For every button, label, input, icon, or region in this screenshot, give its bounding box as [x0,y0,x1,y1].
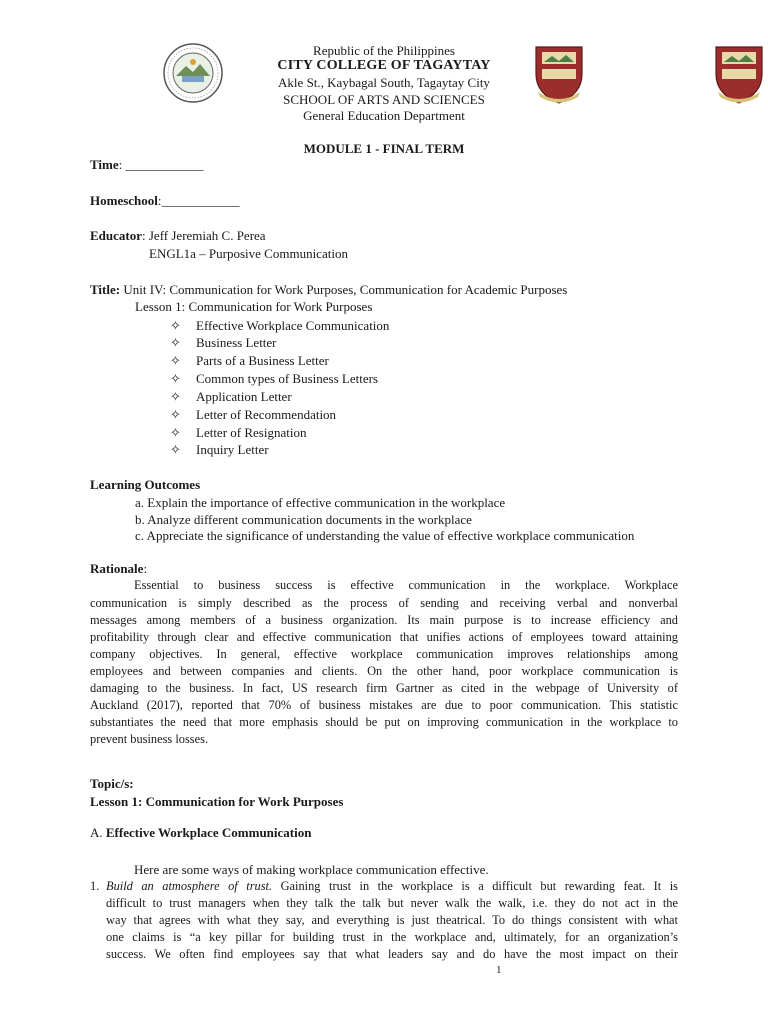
section-heading: A. Effective Workplace Communication [90,825,312,840]
learning-outcomes-heading: Learning Outcomes [90,477,201,492]
department-name: General Education Department [303,108,465,123]
homeschool-label: Homeschool [90,193,158,208]
rationale-line: messages among members of a business organization. Its main purpose is to increase efficiency and [90,613,678,627]
rationale-line: prevent business losses. [90,732,209,746]
list-item: ✧ Business Letter [170,335,277,350]
bullet-icon: ✧ [170,353,181,368]
bullet-icon: ✧ [170,425,181,440]
homeschool-field [90,192,240,209]
item-first-line: Build an atmosphere of trust. Gaining trust in the workplace is a difficult but rewarding feat. It is [106,879,678,893]
time-field [90,156,204,173]
rationale-line: employees and between companies and clients. On the other hand, poor workplace communication is [90,664,678,678]
topics-lesson: Lesson 1: Communication for Work Purposes [90,794,344,809]
rationale-line: communication is simply described as the process of sending and receiving verbal and nonverbal [90,596,678,610]
lesson-line: Lesson 1: Communication for Work Purposes [135,299,373,314]
item-number: 1. [90,879,100,893]
title-value: Unit IV: Communication for Work Purposes, Communication for Academic Purposes [120,282,568,297]
rationale-line: Auckland (2017), reported that 70% of business mistakes are due to poor communication. This statistic [90,698,678,712]
time-value: : ____________ [118,157,204,172]
college-address: Akle St., Kaybagal South, Tagaytay City [278,75,490,90]
section-intro: Here are some ways of making workplace communication effective. [134,862,489,877]
topics-heading: Topic/s: [90,776,134,791]
bullet-icon: ✧ [170,318,181,333]
outcome-item: b. Analyze different communication documents in the workplace [135,512,472,527]
time-label: Time [90,157,119,172]
rationale-line: profitability through clear and effective communication that unifies actions of employees toward attaining [90,630,678,644]
bullet-icon: ✧ [170,371,181,386]
republic-line: Republic of the Philippines [313,43,455,58]
college-name: CITY COLLEGE OF TAGAYTAY [277,58,491,73]
homeschool-value: :____________ [157,193,240,208]
outcome-item: a. Explain the importance of effective communication in the workplace [135,495,506,510]
rationale-line: damaging to the business. In fact, US research firm Gartner as cited in the webpage of University of [90,681,678,695]
item-line: way that agrees with what they say, and everything is just theatrical. To do things consistent with what [106,913,678,927]
module-title: MODULE 1 - FINAL TERM [303,141,465,156]
title-label: Title: [90,282,121,297]
rationale-line: substantiates the need that more emphasis should be put on improving communication in the workplace to [90,715,678,729]
course-name: ENGL1a – Purposive Communication [149,246,348,261]
rationale-line: Essential to business success is effective communication in the workplace. Workplace [134,578,678,592]
bullet-icon: ✧ [170,335,181,350]
item-line: one claims is “a key pillar for building trust in the workplace and, ultimately, for an organization’s [106,930,678,944]
school-name: SCHOOL OF ARTS AND SCIENCES [283,92,485,107]
item-title: Build an atmosphere of trust. [106,879,273,893]
page-number: 1 [496,964,502,976]
educator-value: : Jeff Jeremiah C. Perea [142,228,266,243]
list-item: ✧ Application Letter [170,389,292,404]
list-item: ✧ Inquiry Letter [170,442,269,457]
title-field [90,281,567,298]
list-item: ✧ Parts of a Business Letter [170,353,329,368]
item-line: success. We often find employees say that what leaders say and do have the most impact on their [106,947,678,961]
list-item: ✧ Letter of Recommendation [170,407,337,422]
bullet-icon: ✧ [170,442,181,457]
list-item: ✧ Effective Workplace Communication [170,318,390,333]
list-item: ✧ Common types of Business Letters [170,371,378,386]
list-item: ✧ Letter of Resignation [170,425,307,440]
educator-label: Educator [90,228,142,243]
rationale-heading: Rationale: [90,561,148,576]
item-line: difficult to trust managers when they talk the talk but never walk the walk, i.e. they do not act in the [106,896,678,910]
bullet-icon: ✧ [170,407,181,422]
rationale-line: company objectives. In general, effective workplace communication improves relationships among [90,647,678,661]
bullet-icon: ✧ [170,389,181,404]
educator-field [90,227,266,244]
outcome-item: c. Appreciate the significance of understanding the value of effective workplace communication [135,528,635,543]
